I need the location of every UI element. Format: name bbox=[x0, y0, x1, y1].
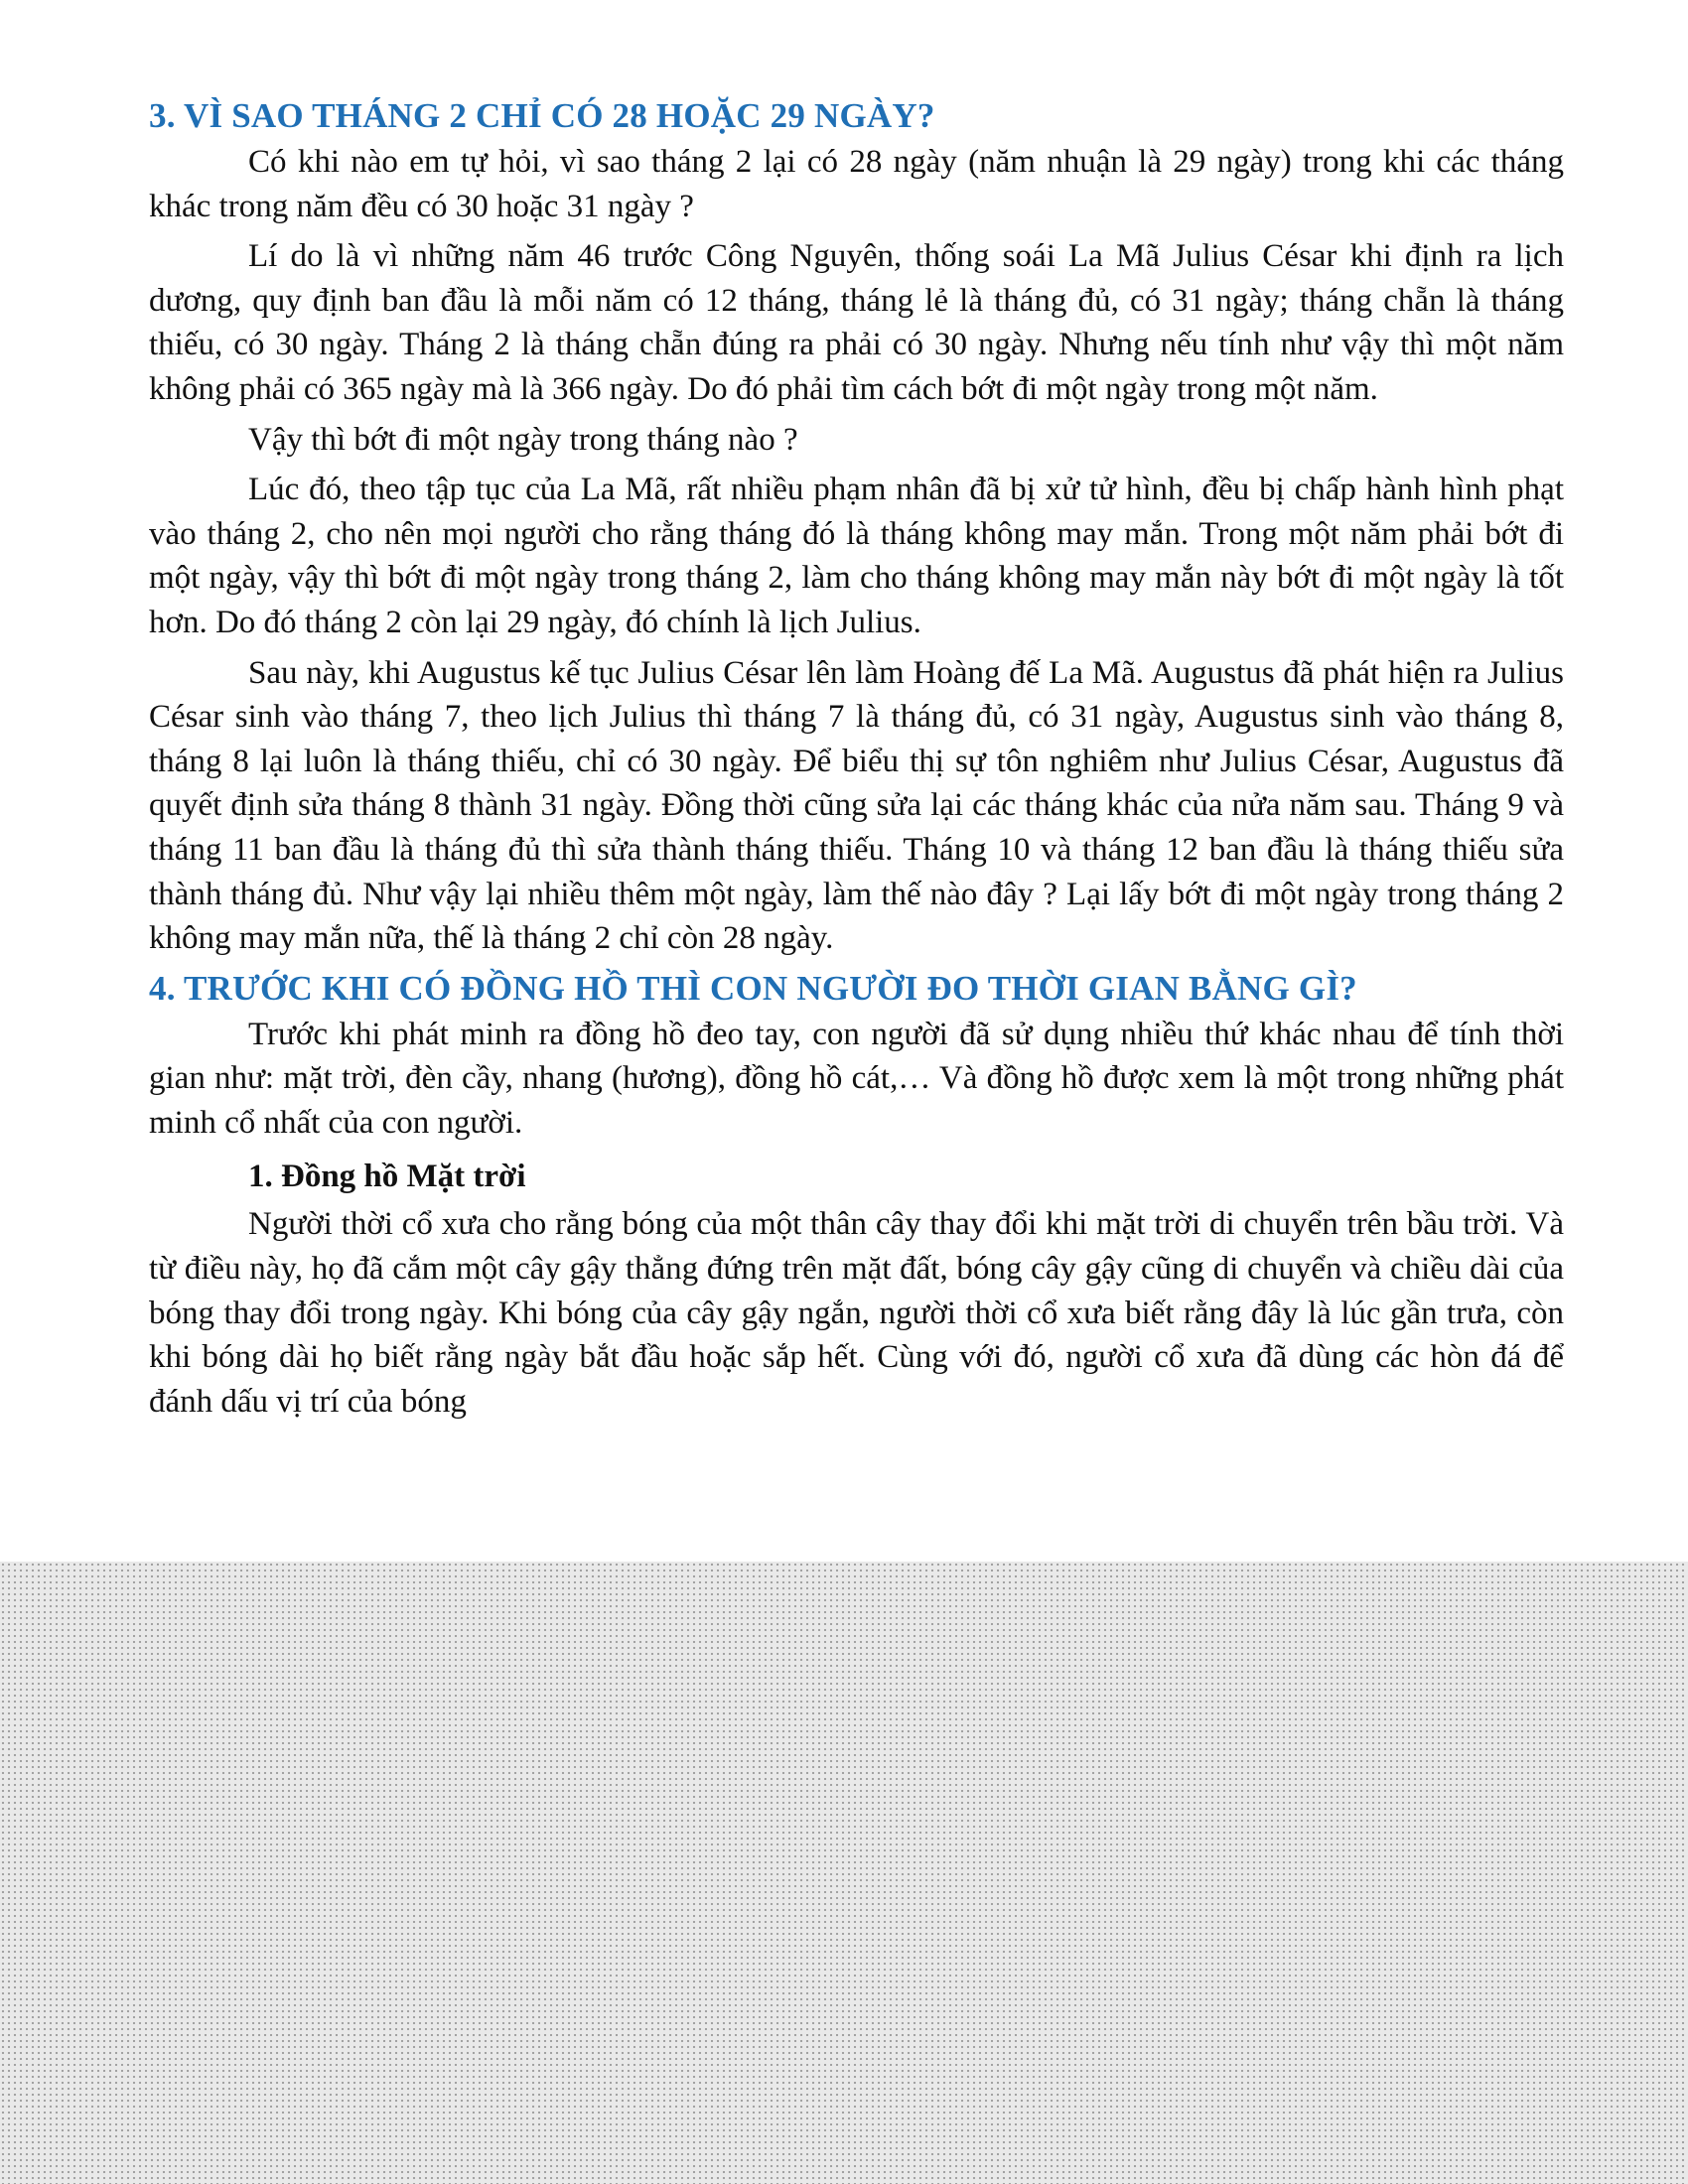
document-page bbox=[149, 94, 1564, 1430]
paragraph: Lí do là vì những năm 46 trước Công Nguyên, thống soái La Mã Julius César khi định ra lịch dương, quy định ban đầu là mỗi năm có 12 tháng, tháng lẻ là tháng đủ, có 31 ngày; tháng chẵn là tháng thiếu, có 30 ngày. Tháng 2 là tháng chẵn đúng ra phải có 30 ngày. Nhưng nếu tính như vậy thì một năm không phải có 365 ngày mà là 366 ngày. Do đó phải tìm cách bớt đi một ngày trong một năm. bbox=[149, 238, 1564, 407]
paragraph: Lúc đó, theo tập tục của La Mã, rất nhiều phạm nhân đã bị xử tử hình, đều bị chấp hành hình phạt vào tháng 2, cho nên mọi người cho rằng tháng đó là tháng không may mắn. Trong một năm phải bớt đi một ngày, vậy thì bớt đi một ngày trong tháng 2, làm cho tháng không may mắn này bớt đi một ngày là tốt hơn. Do đó tháng 2 còn lại 29 ngày, đó chính là lịch Julius. bbox=[149, 472, 1564, 640]
page-cutoff-overlay bbox=[0, 1562, 1688, 2184]
section-heading-3: 3. VÌ SAO THÁNG 2 CHỈ CÓ 28 HOẶC 29 NGÀY? bbox=[149, 96, 935, 135]
paragraph: Sau này, khi Augustus kế tục Julius César lên làm Hoàng đế La Mã. Augustus đã phát hiện ra Julius César sinh vào tháng 7, theo lịch Julius thì tháng 7 là tháng đủ, có 31 ngày, Augustus sinh vào tháng 8, tháng 8 lại luôn là tháng thiếu, chỉ có 30 ngày. Để biểu thị sự tôn nghiêm như Julius César, Augustus đã quyết định sửa tháng 8 thành 31 ngày. Đồng thời cũng sửa lại các tháng khác của nửa năm sau. Tháng 9 và tháng 11 ban đầu là tháng đủ thì sửa thành tháng thiếu. Tháng 10 và tháng 12 ban đầu là tháng thiếu sửa thành tháng đủ. Như vậy lại nhiều thêm một ngày, làm thế nào đây ? Lại lấy bớt đi một ngày trong tháng 2 không may mắn nữa, thế là tháng 2 chỉ còn 28 ngày. bbox=[149, 654, 1564, 957]
paragraph: Trước khi phát minh ra đồng hồ đeo tay, con người đã sử dụng nhiều thứ khác nhau để tính thời gian như: mặt trời, đèn cầy, nhang (hương), đồng hồ cát,… Và đồng hồ được xem là một trong những phát minh cổ nhất của con người. bbox=[149, 1016, 1564, 1141]
section-heading-4: 4. TRƯỚC KHI CÓ ĐỒNG HỒ THÌ CON NGƯỜI ĐO THỜI GIAN BẰNG GÌ? bbox=[149, 968, 1357, 1008]
paragraph: Có khi nào em tự hỏi, vì sao tháng 2 lại có 28 ngày (năm nhuận là 29 ngày) trong khi các tháng khác trong năm đều có 30 hoặc 31 ngày ? bbox=[149, 144, 1564, 224]
paragraph: Người thời cổ xưa cho rằng bóng của một thân cây thay đổi khi mặt trời di chuyển trên bầu trời. Và từ điều này, họ đã cắm một cây gậy thẳng đứng trên mặt đất, bóng cây gậy cũng di chuyển và chiều dài của bóng thay đổi trong ngày. Khi bóng của cây gậy ngắn, người thời cổ xưa biết rằng đây là lúc gần trưa, còn khi bóng dài họ biết rằng ngày bắt đầu hoặc sắp hết. Cùng với đó, người cổ xưa đã dùng các hòn đá để đánh dấu vị trí của bóng bbox=[149, 1206, 1564, 1420]
paragraph: Vậy thì bớt đi một ngày trong tháng nào ? bbox=[248, 421, 798, 458]
sub-heading-sundial: 1. Đồng hồ Mặt trời bbox=[248, 1159, 526, 1195]
